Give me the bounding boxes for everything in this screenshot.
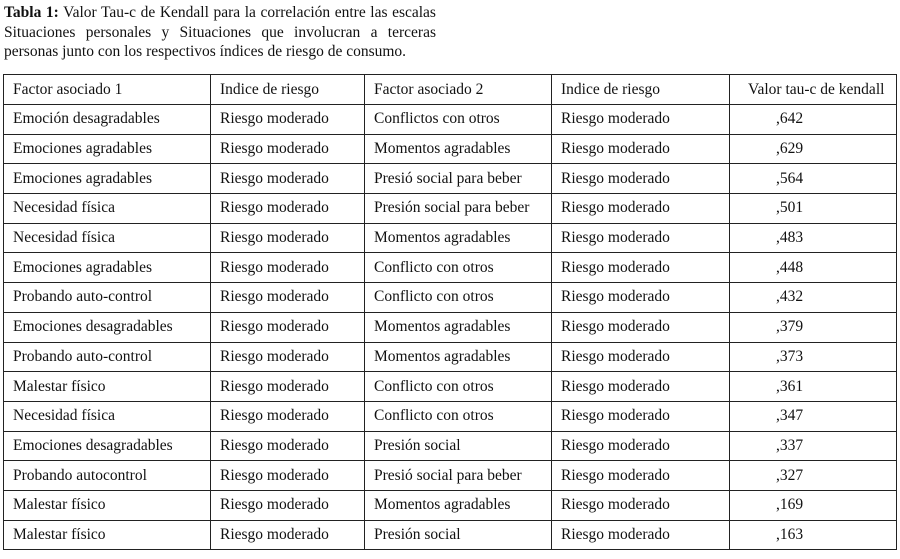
cell-risk-index-1: Riesgo moderado	[211, 401, 365, 431]
caption-label: Tabla 1:	[4, 4, 59, 21]
cell-risk-index-2: Riesgo moderado	[552, 134, 730, 164]
cell-factor-1: Emociones desagradables	[4, 431, 211, 461]
cell-factor-2: Conflictos con otros	[365, 105, 552, 135]
cell-tau-c-value: ,169	[730, 490, 897, 520]
cell-factor-1: Necesidad física	[4, 223, 211, 253]
cell-factor-1: Emociones agradables	[4, 164, 211, 194]
cell-tau-c-value: ,564	[730, 164, 897, 194]
table-row	[4, 401, 897, 431]
cell-risk-index-1: Riesgo moderado	[211, 194, 365, 224]
cell-risk-index-1: Riesgo moderado	[211, 372, 365, 402]
header-factor-2: Factor asociado 2	[365, 75, 552, 105]
header-factor-1: Factor asociado 1	[4, 75, 211, 105]
cell-tau-c-value: ,361	[730, 372, 897, 402]
cell-tau-c-value: ,432	[730, 283, 897, 313]
cell-risk-index-2: Riesgo moderado	[552, 312, 730, 342]
table-row	[4, 520, 897, 550]
cell-risk-index-2: Riesgo moderado	[552, 253, 730, 283]
cell-tau-c-value: ,373	[730, 342, 897, 372]
cell-factor-2: Momentos agradables	[365, 134, 552, 164]
cell-tau-c-value: ,629	[730, 134, 897, 164]
cell-factor-2: Conflicto con otros	[365, 283, 552, 313]
caption-line-2: Situaciones personales y Situaciones que involucran a terceras	[4, 23, 436, 41]
cell-tau-c-value: ,337	[730, 431, 897, 461]
cell-risk-index-2: Riesgo moderado	[552, 283, 730, 313]
cell-factor-1: Malestar físico	[4, 490, 211, 520]
cell-risk-index-1: Riesgo moderado	[211, 164, 365, 194]
cell-risk-index-2: Riesgo moderado	[552, 342, 730, 372]
cell-factor-1: Probando auto-control	[4, 342, 211, 372]
cell-factor-2: Presión social para beber	[365, 194, 552, 224]
cell-risk-index-2: Riesgo moderado	[552, 105, 730, 135]
table-row	[4, 164, 897, 194]
cell-tau-c-value: ,379	[730, 312, 897, 342]
cell-factor-1: Necesidad física	[4, 194, 211, 224]
cell-factor-2: Conflicto con otros	[365, 253, 552, 283]
cell-risk-index-1: Riesgo moderado	[211, 431, 365, 461]
cell-factor-2: Momentos agradables	[365, 342, 552, 372]
table-body	[4, 105, 897, 550]
cell-risk-index-1: Riesgo moderado	[211, 490, 365, 520]
cell-risk-index-1: Riesgo moderado	[211, 253, 365, 283]
table-row	[4, 134, 897, 164]
cell-factor-2: Presió social para beber	[365, 164, 552, 194]
cell-factor-2: Presión social	[365, 431, 552, 461]
cell-risk-index-2: Riesgo moderado	[552, 431, 730, 461]
cell-tau-c-value: ,327	[730, 461, 897, 491]
table-row	[4, 342, 897, 372]
header-tau-c-value: Valor tau-c de kendall	[730, 75, 897, 105]
cell-factor-2: Conflicto con otros	[365, 401, 552, 431]
cell-factor-1: Probando auto-control	[4, 283, 211, 313]
cell-factor-1: Emoción desagradables	[4, 105, 211, 135]
cell-factor-1: Emociones agradables	[4, 134, 211, 164]
table-row	[4, 283, 897, 313]
caption-line-1	[4, 3, 436, 23]
cell-risk-index-1: Riesgo moderado	[211, 461, 365, 491]
cell-factor-1: Malestar físico	[4, 372, 211, 402]
cell-risk-index-1: Riesgo moderado	[211, 223, 365, 253]
cell-risk-index-1: Riesgo moderado	[211, 520, 365, 550]
header-risk-index-2: Indice de riesgo	[552, 75, 730, 105]
cell-factor-2: Conflicto con otros	[365, 372, 552, 402]
cell-factor-1: Malestar físico	[4, 520, 211, 550]
correlation-table	[3, 74, 897, 550]
cell-factor-1: Necesidad física	[4, 401, 211, 431]
cell-risk-index-2: Riesgo moderado	[552, 223, 730, 253]
cell-risk-index-2: Riesgo moderado	[552, 164, 730, 194]
cell-tau-c-value: ,501	[730, 194, 897, 224]
cell-risk-index-2: Riesgo moderado	[552, 461, 730, 491]
cell-factor-1: Emociones desagradables	[4, 312, 211, 342]
table-row	[4, 253, 897, 283]
table-row	[4, 372, 897, 402]
cell-tau-c-value: ,163	[730, 520, 897, 550]
cell-factor-2: Momentos agradables	[365, 490, 552, 520]
cell-risk-index-1: Riesgo moderado	[211, 283, 365, 313]
table-header-row	[4, 75, 897, 105]
cell-risk-index-2: Riesgo moderado	[552, 401, 730, 431]
cell-factor-2: Presió social para beber	[365, 461, 552, 491]
cell-tau-c-value: ,483	[730, 223, 897, 253]
cell-risk-index-1: Riesgo moderado	[211, 342, 365, 372]
caption-text-1: Valor Tau-c de Kendall para la correlación entre las escalas	[63, 4, 436, 21]
cell-risk-index-2: Riesgo moderado	[552, 520, 730, 550]
table-caption	[4, 3, 436, 62]
cell-risk-index-2: Riesgo moderado	[552, 194, 730, 224]
cell-risk-index-2: Riesgo moderado	[552, 372, 730, 402]
caption-line-3: personas junto con los respectivos índices de riesgo de consumo.	[4, 43, 407, 60]
cell-risk-index-1: Riesgo moderado	[211, 105, 365, 135]
table-row	[4, 194, 897, 224]
cell-tau-c-value: ,347	[730, 401, 897, 431]
table-row	[4, 223, 897, 253]
table-row	[4, 490, 897, 520]
cell-risk-index-1: Riesgo moderado	[211, 312, 365, 342]
cell-factor-2: Presión social	[365, 520, 552, 550]
cell-tau-c-value: ,448	[730, 253, 897, 283]
cell-risk-index-1: Riesgo moderado	[211, 134, 365, 164]
cell-risk-index-2: Riesgo moderado	[552, 490, 730, 520]
header-risk-index-1: Indice de riesgo	[211, 75, 365, 105]
cell-tau-c-value: ,642	[730, 105, 897, 135]
cell-factor-1: Emociones agradables	[4, 253, 211, 283]
cell-factor-2: Momentos agradables	[365, 312, 552, 342]
table-row	[4, 105, 897, 135]
table-row	[4, 461, 897, 491]
table-row	[4, 431, 897, 461]
cell-factor-2: Momentos agradables	[365, 223, 552, 253]
cell-factor-1: Probando autocontrol	[4, 461, 211, 491]
table-row	[4, 312, 897, 342]
